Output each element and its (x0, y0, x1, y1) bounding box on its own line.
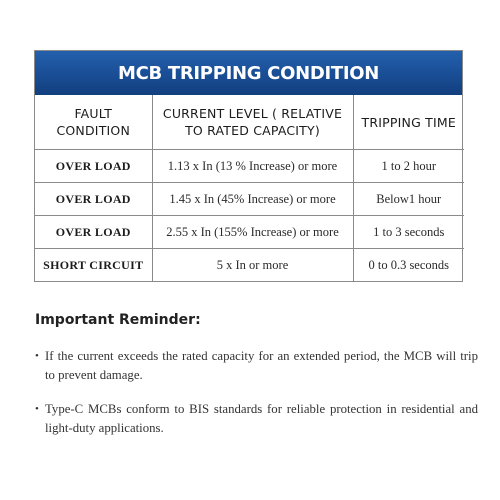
header-row (35, 95, 464, 150)
list-item (35, 400, 478, 438)
fault-cell: OVER LOAD (35, 183, 152, 216)
reminder-text: If the current exceeds the rated capacity for an extended period, the MCB will trip to prevent damage. (45, 349, 478, 382)
header-fault-line1: FAULT (74, 106, 113, 121)
current-cell: 2.55 x In (155% Increase) or more (152, 216, 353, 249)
header-current-level (152, 95, 353, 150)
table-row (35, 216, 464, 249)
reminder-heading: Important Reminder: (35, 312, 201, 328)
fault-cell: OVER LOAD (35, 216, 152, 249)
fault-cell: SHORT CIRCUIT (35, 249, 152, 282)
header-tripping-time: TRIPPING TIME (353, 95, 464, 150)
fault-cell: OVER LOAD (35, 150, 152, 183)
bullet-icon: • (35, 403, 39, 415)
header-fault-line2: CONDITION (56, 123, 131, 138)
tripping-condition-table (34, 50, 463, 282)
list-item (35, 347, 478, 385)
table-row (35, 249, 464, 282)
current-cell: 5 x In or more (152, 249, 353, 282)
header-fault-condition (35, 95, 152, 150)
time-cell: 1 to 2 hour (353, 150, 464, 183)
header-current-line2: TO RATED CAPACITY) (185, 123, 320, 138)
table-row (35, 183, 464, 216)
table-title: MCB TRIPPING CONDITION (35, 51, 462, 95)
current-cell: 1.13 x In (13 % Increase) or more (152, 150, 353, 183)
time-cell: 1 to 3 seconds (353, 216, 464, 249)
time-cell: 0 to 0.3 seconds (353, 249, 464, 282)
reminder-text: Type-C MCBs conform to BIS standards for reliable protection in residential and light-duty applications. (45, 402, 478, 435)
time-cell: Below1 hour (353, 183, 464, 216)
tripping-table-grid (35, 95, 464, 281)
reminder-list (35, 347, 478, 453)
current-cell: 1.45 x In (45% Increase) or more (152, 183, 353, 216)
header-current-line1: CURRENT LEVEL ( RELATIVE (162, 106, 343, 121)
table-row (35, 150, 464, 183)
bullet-icon: • (35, 350, 39, 362)
